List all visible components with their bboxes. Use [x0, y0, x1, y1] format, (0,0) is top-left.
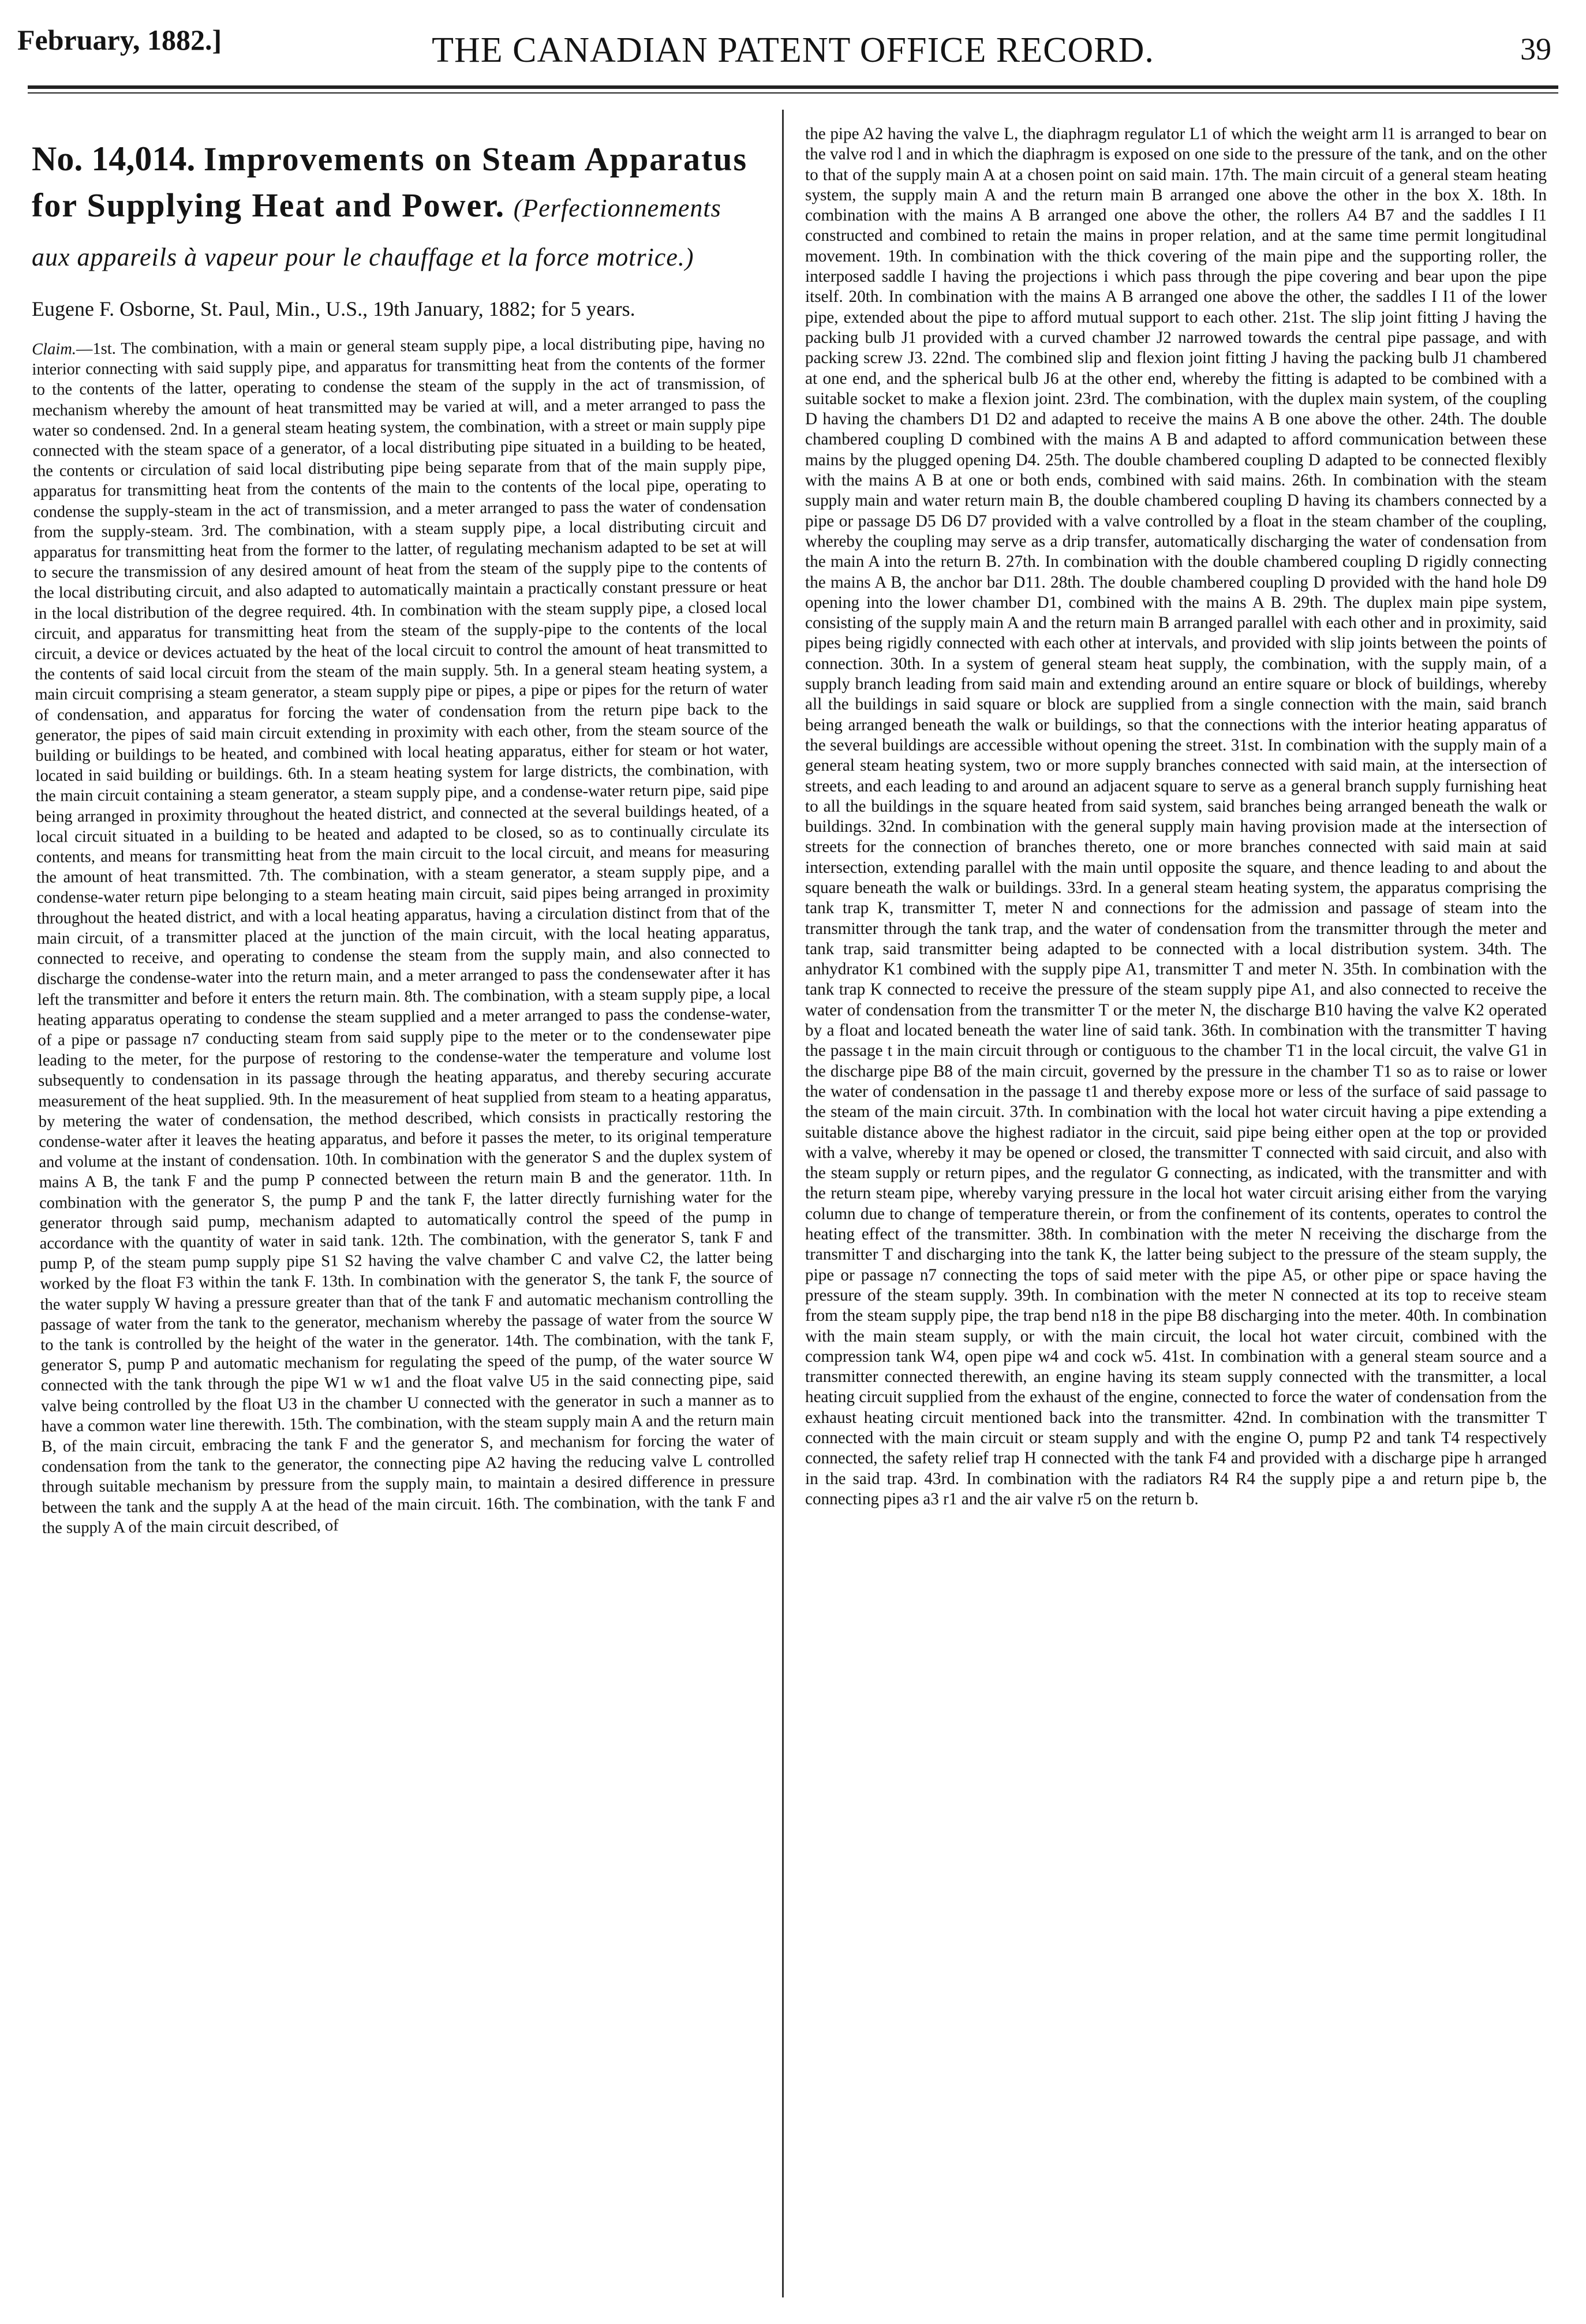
column-divider — [782, 110, 784, 2297]
right-column — [805, 124, 1547, 1510]
patent-title: Improvements on Steam Apparatus for Supplying Heat and Power. — [32, 140, 748, 224]
claims-text-left — [32, 333, 775, 1538]
journal-title: THE CANADIAN PATENT OFFICE RECORD. — [432, 31, 1154, 70]
page-header — [0, 0, 1586, 87]
header-rule-thin — [28, 92, 1558, 94]
issue-date: February, 1882.] — [17, 24, 222, 56]
claims-text-right: the pipe A2 having the valve L, the diaphragm regulator L1 of which the weight arm l1 is arranged to bear on the valve rod l and in which the diaphragm is exposed on one side to the pressure of the tank, and on the other to that of the supply main A at a chosen point on said main. 17th. The main circuit of a general steam heating system, the supply main A and the return main B arranged one above the other in the box X. 18th. In combination with the mains A B arranged one above the other, the rollers A4 B7 and the saddles I I1 constructed and combined to retain the mains in proper relation, and at the same time permit longitudinal movement. 19th. In combination with the thick covering of the main pipe and the supporting roller, the interposed saddle I having the projections i which pass through the pipe covering and bear upon the pipe itself. 20th. In combination with the mains A B arranged one above the other, the saddles I I1 of the lower pipe, extended about the pipe to afford mutual support to each other. 21st. The slip joint fitting J having the packing bulb J1 provided with a curved chamber J2 narrowed towards the central pipe passage, and with packing screw J3. 22nd. The combined slip and flexion joint fitting J having the packing bulb J1 chambered at one end, and the spherical bulb J6 at the other end, whereby the fitting is adapted to be combined with a suitable socket to make a flexion joint. 23rd. The combination, with the duplex main system, of the coupling D having the chambers D1 D2 and adapted to receive the mains A B one above the other. 24th. The double chambered coupling D combined with the mains A B and adapted to afford communication between these mains by the plugged opening D4. 25th. The double chambered coupling D adapted to be connected flexibly with the mains A B at one or both ends, combined with said mains. 26th. In combination with the steam supply main and water return main B, the double chambered coupling D having its chambers connected by a pipe or passage D5 D6 D7 provided with a valve controlled by a float in the steam chamber of the coupling, whereby the coupling may serve as a drip transfer, automatically discharging the water of condensation from the main A into the return B. 27th. In combination with the double chambered coupling D rigidly connecting the mains A B, the anchor bar D11. 28th. The double chambered coupling D provided with the hand hole D9 opening into the lower chamber D1, combined with the mains A B. 29th. The duplex main pipe system, consisting of the supply main A and the return main B arranged parallel with each other and in proximity, said pipes being rigidly connected with each other at intervals, and provided with slip joints between the points of connection. 30th. In a system of general steam heat supply, the combination, with the supply main, of a supply branch leading from said main and extending around an entire square or block of buildings, whereby all the buildings in said square or block are supplied from a single connection with the main, said branch being arranged beneath the walk or buildings, so that the connections with the interior heating apparatus of the several buildings are accessible without opening the street. 31st. In combination with the supply main of a general steam heating system, two or more supply branches connected with said main, at the intersection of streets, and each leading to and around an adjacent square to serve as a general branch supply furnishing heat to all the buildings in the square heated from said system, said branches being arranged beneath the walk or buildings. 32nd. In combination with the general supply main having provision made at the intersection of streets for the connection of branches thereto, one or more branches connected with said main at said intersection, extending parallel with the main until opposite the square, and thence leading to and about the square beneath the walk or buildings. 33rd. In a general steam heating system, the apparatus comprising the tank trap K, transmitter T, meter N and connections for the admission and passage of steam into the transmitter through the tank trap, and the water of condensation from the transmitter through the meter and tank trap, said transmitter being adapted to be connected with a local distribution system. 34th. The anhydrator K1 combined with the supply pipe A1, transmitter T and meter N. 35th. In combination with the tank trap K connected to receive the pressure of the steam supply pipe A1, and also connected to receive the water of condensation from the transmitter T or the meter N, the discharge B10 having the valve K2 operated by a float and located beneath the water line of said tank. 36th. In combination with the transmitter T having the passage t in the main circuit through or contiguous to the chamber T1 in the local circuit, the valve G1 in the discharge pipe B8 of the main circuit, governed by the pressure in the chamber T1 so as to raise or lower the water of condensation in the passage t1 and thereby expose more or less of the surface of said passage to the steam of the main circuit. 37th. In combination with the local hot water circuit having a pipe extending a suitable distance above the highest radiator in the circuit, said pipe being either open at the top or provided with a valve, whereby it may be opened or closed, the transmitter T connected with said circuit, and also with the steam supply or return pipes, and the regulator G connecting, as indicated, with the transmitter and with the return steam pipe, whereby varying pressure in the local hot water circuit arising either from the varying column due to change of temperature therein, or from the confinement of its contents, operates to control the heating effect of the transmitter. 38th. In combination with the meter N receiving the discharge from the transmitter T and discharging into the tank K, the latter being subject to the pressure of the steam supply, the pipe or passage n7 connecting the tops of said meter with the pipe A5, or other pipe or space having the pressure of the steam supply. 39th. In combination with the meter N connected at its top to receive steam from the steam supply pipe, the trap bend n18 in the pipe B8 discharging into the meter. 40th. In combination with the main steam supply, or with the main circuit, the local hot water circuit, combined with the compression tank W4, open pipe w4 and cock w5. 41st. In combination with a general steam source and a transmitter connected therewith, an engine having its steam supply connected with the transmitter, a local heating circuit supplied from the exhaust of the engine, connected to force the water of condensation from the exhaust heating circuit mentioned back into the transmitter. 42nd. In combination with the transmitter T connected with the main circuit or steam supply and with the engine O, pump P2 and tank T4 respectively connected, the safety relief trap H connected with the tank F4 and provided with a discharge pipe h arranged in the said trap. 43rd. In combination with the radiators R4 R4 the supply pipe a and return pipe b, the connecting pipes a3 r1 and the air valve r5 on the return b. — [805, 125, 1547, 1508]
claims-left-body: —1st. The combination, with a main or general steam supply pipe, a local distributing pipe, having no interior connecting with said supply pipe, and apparatus for transmitting heat from the contents of the former to the contents of the latter, operating to condense the steam of the supply in the act of transmission, of mechanism whereby the amount of heat transmitted may be varied at will, and a meter arranged to pass the water so condensed. 2nd. In a general steam heating system, the combination, with a street or main supply pipe connected with the steam space of a generator, of a local distributing pipe situated in a building to be heated, the contents or circulation of said local distributing pipe being separate from that of the main supply pipe, apparatus for transmitting heat from the contents of the main to the contents of the local pipe, operating to condense the supply-steam in the act of transmission, and a meter arranged to pass the water of condensation from the supply-steam. 3rd. The combination, with a steam supply pipe, a local distributing circuit and apparatus for transmitting heat from the former to the latter, of regulating mechanism adapted to be set at will to secure the transmission of any desired amount of heat from the steam of the supply pipe to the contents of the local distributing circuit, and also adapted to automatically maintain a practically constant pressure or heat in the local distribution of the degree required. 4th. In combination with the steam supply pipe, a closed local circuit, and apparatus for transmitting heat from the steam of the supply-pipe to the contents of the local circuit, a device or devices actuated by the heat of the local circuit to control the amount of heat transmitted to the contents of said local circuit from the steam of the main supply. 5th. In a general steam heating system, a main circuit comprising a steam generator, a steam supply pipe or pipes, a pipe or pipes for the return of water of condensation, and apparatus for forcing the water of condensation from the return pipe back to the generator, the pipes of said main circuit extending in proximity with each other, from the steam source of the building or buildings to be heated, and combined with local heating apparatus, either for steam or hot water, located in said building or buildings. 6th. In a steam heating system for large districts, the combination, with the main circuit containing a steam generator, a steam supply pipe, and a condense-water return pipe, said pipe being arranged in proximity throughout the heated district, and connected at the several buildings heated, of a local circuit situated in a building to be heated and adapted to be closed, so as to continually circulate its contents, and means for transmitting heat from the main circuit to the local circuit, and means for measuring the amount of heat transmitted. 7th. The combination, with a steam generator, a steam supply pipe, and a condense-water return pipe belonging to a steam heating main circuit, said pipes being arranged in proximity throughout the heated district, and with a local heating apparatus, having a circulation distinct from that of the main circuit, of a transmitter placed at the junction of the main circuit, with the local heating apparatus, connected to receive, and operating to condense the steam from the supply main, and also connected to discharge the condense-water into the return main, and a meter arranged to pass the condensewater after it has left the transmitter and before it enters the return main. 8th. The combination, with a steam supply pipe, a local heating apparatus operating to condense the steam supplied and a meter arranged to pass the condense-water, of a pipe or passage n7 conducting steam from said supply pipe to the meter or to the condensewater pipe leading to the meter, for the purpose of restoring to the condense-water the temperature and volume lost subsequently to condensation in its passage through the heating apparatus, and thereby securing accurate measurement of the heat supplied. 9th. In the measurement of heat supplied from steam to a heating apparatus, by metering the water of condensation, the method described, which consists in practically restoring the condense-water after it leaves the heating apparatus, and before it passes the meter, to its original temperature and volume at the instant of condensation. 10th. In combination with the generator S and the duplex system of mains A B, the tank F and the pump P connected between the return main B and the generator. 11th. In combination with the generator S, the pump P and the tank F, the latter directly furnishing water for the generator through said pump, mechanism adapted to automatically control the speed of the pump in accordance with the quantity of water in said tank. 12th. The combination, with the generator S, tank F and pump P, of the steam pump supply pipe S1 S2 having the valve chamber C and valve C2, the latter being worked by the float F3 within the tank F. 13th. In combination with the generator S, the tank F, the source of the water supply W having a pressure greater than that of the tank F and automatic mechanism controlling the passage of water from the tank to the generator, mechanism whereby the passage of water from the source W to the tank is controlled by the height of the water in the generator. 14th. The combination, with the tank F, generator S, pump P and automatic mechanism for regulating the speed of the pump, of the water source W connected with the tank through the pipe W1 w w1 and the float valve U5 in the said connecting pipe, said valve being controlled by the float U3 in the chamber U connected with the generator in such a manner as to have a common water line therewith. 15th. The combination, with the steam supply main A and the return main B, of the main circuit, embracing the tank F and the generator S, and mechanism for forcing the water of condensation from the tank to the generator, the connecting pipe A2 having the reducing valve L controlled through suitable mechanism by pressure from the supply main, to maintain a desired difference in pressure between the tank and the supply A at the head of the main circuit. 16th. The combination, with the tank F and the supply A of the main circuit described, of — [32, 334, 775, 1537]
page-number: 39 — [1520, 32, 1551, 66]
header-rule — [28, 85, 1558, 89]
patent-heading — [32, 136, 765, 281]
patent-subtitle-french: (Perfectionnements aux appareils à vapeur pour le chauffage et la force motrice.) — [32, 194, 721, 271]
left-column — [32, 124, 775, 1538]
patent-inventor: Eugene F. Osborne, St. Paul, Min., U.S., 19th January, 1882; for 5 years. — [32, 297, 635, 320]
claim-label: Claim. — [32, 340, 77, 358]
patent-number: No. 14,014. — [32, 140, 196, 178]
